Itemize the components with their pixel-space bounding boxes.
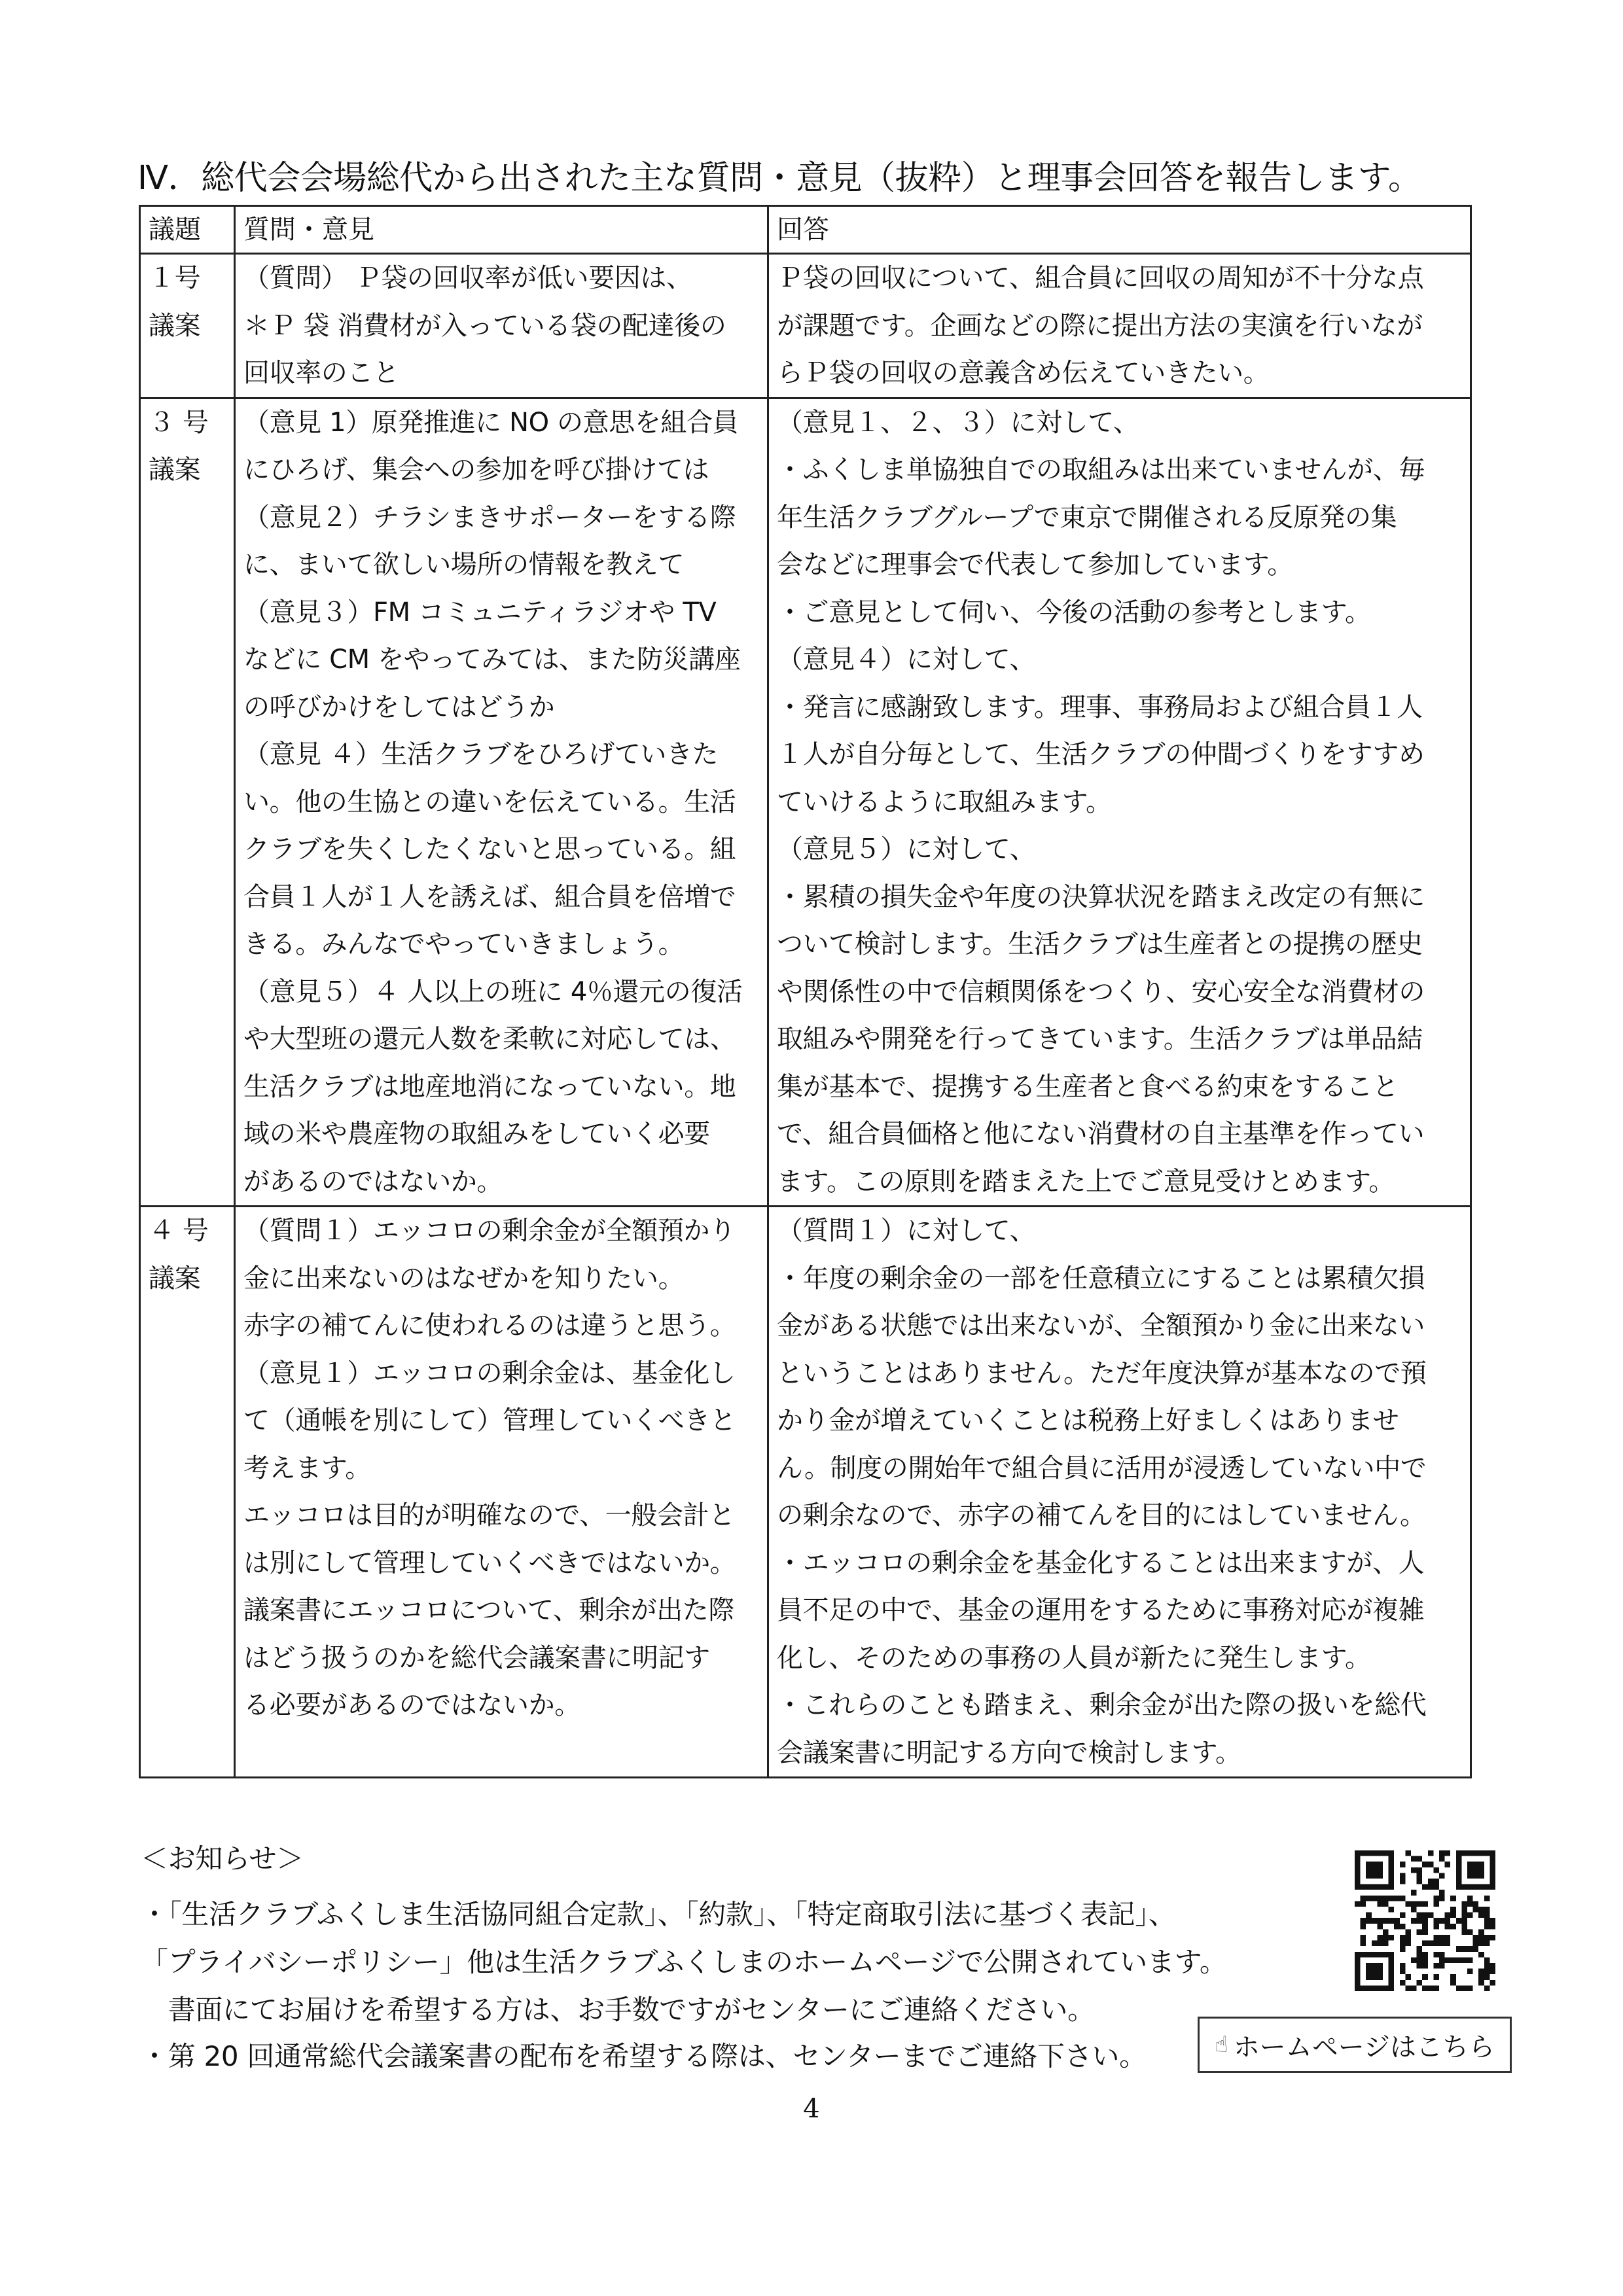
notice-line-4: ・第 20 回通常総代会議案書の配布を希望する際は、センターまでご連絡下さい。 [141, 2040, 1147, 2072]
qa-table [139, 205, 1472, 1778]
homepage-button-label: ホームページはこちら [1233, 2032, 1495, 2062]
questions-line: ＊Ｐ 袋 消費材が入っている袋の配達後の [243, 310, 726, 341]
answers-line: （意見５）に対して、 [777, 834, 1036, 864]
answers-line: 会議案書に明記する方向で検討します。 [777, 1737, 1241, 1768]
notice-line-1: ・「生活クラブふくしま生活協同組合定款」、「約款」、「特定商取引法に基づく表記」、 [141, 1898, 1176, 1930]
table-row [140, 398, 1471, 1207]
questions-line: 赤字の補てんに使われるのは違うと思う。 [243, 1311, 736, 1341]
table-header-row [140, 206, 1471, 254]
answers-line: （質問１）に対して、 [777, 1216, 1036, 1246]
questions-line: （意見２）チラシまきサポーターをする際 [243, 502, 736, 533]
answers-line: （意見１、２、３）に対して、 [777, 407, 1139, 438]
questions-line: に、まいて欲しい場所の情報を教えて [243, 550, 685, 580]
agenda-cell [140, 254, 235, 398]
answers-line: ・発言に感謝致します。理事、事務局および組合員１人 [777, 692, 1423, 722]
answers-line: が課題です。企画などの際に提出方法の実演を行いなが [777, 310, 1423, 341]
answers-line: ・ご意見として伺い、今後の活動の参考とします。 [777, 597, 1371, 627]
questions-line: （意見 ４）生活クラブをひろげていきた [243, 739, 719, 769]
answers-line: ・累積の損失金や年度の決算状況を踏まえ改定の有無に [777, 881, 1425, 912]
answers-line: ていけるように取組みます。 [777, 786, 1112, 817]
answers-line: ・これらのことも踏まえ、剰余金が出た際の扱いを総代 [777, 1690, 1427, 1720]
questions-line: エッコロは目的が明確なので、一般会計と [243, 1500, 735, 1530]
agenda-line: ４ 号 [149, 1216, 209, 1246]
answers-cell [768, 398, 1471, 1207]
agenda-cell [140, 1207, 235, 1778]
questions-line: （意見３）FM コミュニティラジオや TV [243, 597, 717, 627]
answers-line: 金がある状態では出来ないが、全額預かり金に出来ない [777, 1311, 1425, 1341]
table-row [140, 1207, 1471, 1778]
answers-line: らＰ袋の回収の意義含め伝えていきたい。 [777, 358, 1270, 388]
answers-line: ます。この原則を踏まえた上でご意見受けとめます。 [777, 1166, 1395, 1197]
questions-line: の呼びかけをしてはどうか [243, 692, 555, 722]
agenda-line: １号 [149, 263, 201, 293]
page-number: 4 [803, 2094, 820, 2124]
header-answers: 回答 [768, 206, 1471, 254]
questions-cell [235, 398, 768, 1207]
questions-cell [235, 1207, 768, 1778]
answers-line: 化し、そのための事務の人員が新たに発生します。 [777, 1642, 1371, 1673]
answers-line: ・エッコロの剰余金を基金化することは出来ますが、人 [777, 1547, 1425, 1578]
answers-line: かり金が増えていくことは税務上好ましくはありませ [777, 1405, 1399, 1436]
questions-line: 議案書にエッコロについて、剰余が出た際 [243, 1595, 734, 1625]
agenda-line: 議案 [149, 455, 201, 485]
answers-line: ということはありません。ただ年度決算が基本なので預 [777, 1358, 1427, 1388]
answers-line: 年生活クラブグループで東京で開催される反原発の集 [777, 502, 1397, 533]
questions-line: などに CM をやってみては、また防災講座 [243, 645, 741, 675]
answers-line: や関係性の中で信頼関係をつくり、安心安全な消費材の [777, 976, 1425, 1007]
questions-line: （質問） Ｐ袋の回収率が低い要因は、 [243, 263, 692, 293]
questions-line: （意見 1）原発推進に NO の意思を組合員 [243, 407, 739, 438]
notice-line-2: 「プライバシーポリシー」他は生活クラブふくしまのホームページで公開されています。 [141, 1946, 1227, 1978]
agenda-line: ３ 号 [149, 407, 209, 438]
questions-line: い。他の生協との違いを伝えている。生活 [243, 786, 736, 817]
answers-line: Ｐ袋の回収について、組合員に回収の周知が不十分な点 [777, 263, 1424, 293]
questions-line: はどう扱うのかを総代会議案書に明記す [243, 1642, 710, 1673]
questions-cell [235, 254, 768, 398]
header-agenda: 議題 [140, 206, 235, 254]
questions-line: る必要があるのではないか。 [243, 1690, 580, 1720]
agenda-line: 議案 [149, 1263, 201, 1294]
questions-line: （意見１）エッコロの剰余金は、基金化し [243, 1358, 736, 1388]
homepage-button[interactable] [1198, 2017, 1512, 2073]
questions-line: は別にして管理していくべきではないか。 [243, 1547, 736, 1578]
answers-line: ん。制度の開始年で組合員に活用が浸透していない中で [777, 1453, 1427, 1483]
answers-line: ・ふくしま単協独自での取組みは出来ていませんが、毎 [777, 455, 1425, 485]
questions-line: 生活クラブは地産地消になっていない。地 [243, 1071, 736, 1102]
questions-line: 金に出来ないのはなぜかを知りたい。 [243, 1263, 685, 1294]
answers-line: の剰余なので、赤字の補てんを目的にはしていません。 [777, 1500, 1426, 1530]
answers-line: ・年度の剰余金の一部を任意積立にすることは累積欠損 [777, 1263, 1425, 1294]
agenda-cell [140, 398, 235, 1207]
questions-line: きる。みんなでやっていきましょう。 [243, 929, 685, 959]
questions-line: て（通帳を別にして）管理していくべきと [243, 1405, 736, 1436]
questions-line: 回収率のこと [243, 358, 399, 388]
answers-line: 集が基本で、提携する生産者と食べる約束をすること [777, 1071, 1399, 1102]
questions-line: や大型班の還元人数を柔軟に対応しては、 [243, 1024, 736, 1054]
answers-cell [768, 1207, 1471, 1778]
answers-line: １人が自分毎として、生活クラブの仲間づくりをすすめ [777, 739, 1425, 769]
notice-title: ＜お知らせ＞ [141, 1843, 304, 1875]
questions-line: （意見５）４ 人以上の班に 4％還元の復活 [243, 976, 743, 1007]
notice-line-3: 書面にてお届けを希望する方は、お手数ですがセンターにご連絡ください。 [141, 1994, 1095, 2026]
answers-line: で、組合員価格と他にない消費材の自主基準を作ってい [777, 1119, 1425, 1149]
answers-line: 会などに理事会で代表して参加しています。 [777, 550, 1293, 580]
qr-code[interactable] [1355, 1850, 1495, 1991]
questions-line: 域の米や農産物の取組みをしていく必要 [243, 1119, 710, 1149]
questions-line: 考えます。 [243, 1453, 371, 1483]
agenda-line: 議案 [149, 310, 201, 341]
answers-line: 員不足の中で、基金の運用をするために事務対応が複雑 [777, 1595, 1425, 1625]
answers-line: 取組みや開発を行ってきています。生活クラブは単品結 [777, 1024, 1423, 1054]
section-heading: Ⅳ．総代会会場総代から出された主な質問・意見（抜粋）と理事会回答を報告します。 [137, 159, 1421, 198]
questions-line: 合員１人が１人を誘えば、組合員を倍増で [243, 881, 736, 912]
header-questions: 質問・意見 [235, 206, 768, 254]
questions-line: クラブを失くしたくないと思っている。組 [243, 834, 736, 864]
pointing-hand-icon: ☝ [1215, 2032, 1228, 2058]
questions-line: （質問１）エッコロの剰余金が全額預かり [243, 1216, 736, 1246]
table-row [140, 254, 1471, 398]
answers-cell [768, 254, 1471, 398]
answers-line: （意見４）に対して、 [777, 645, 1036, 675]
questions-line: にひろげ、集会への参加を呼び掛けては [243, 455, 709, 485]
questions-line: があるのではないか。 [243, 1166, 503, 1197]
answers-line: ついて検討します。生活クラブは生産者との提携の歴史 [777, 929, 1423, 959]
